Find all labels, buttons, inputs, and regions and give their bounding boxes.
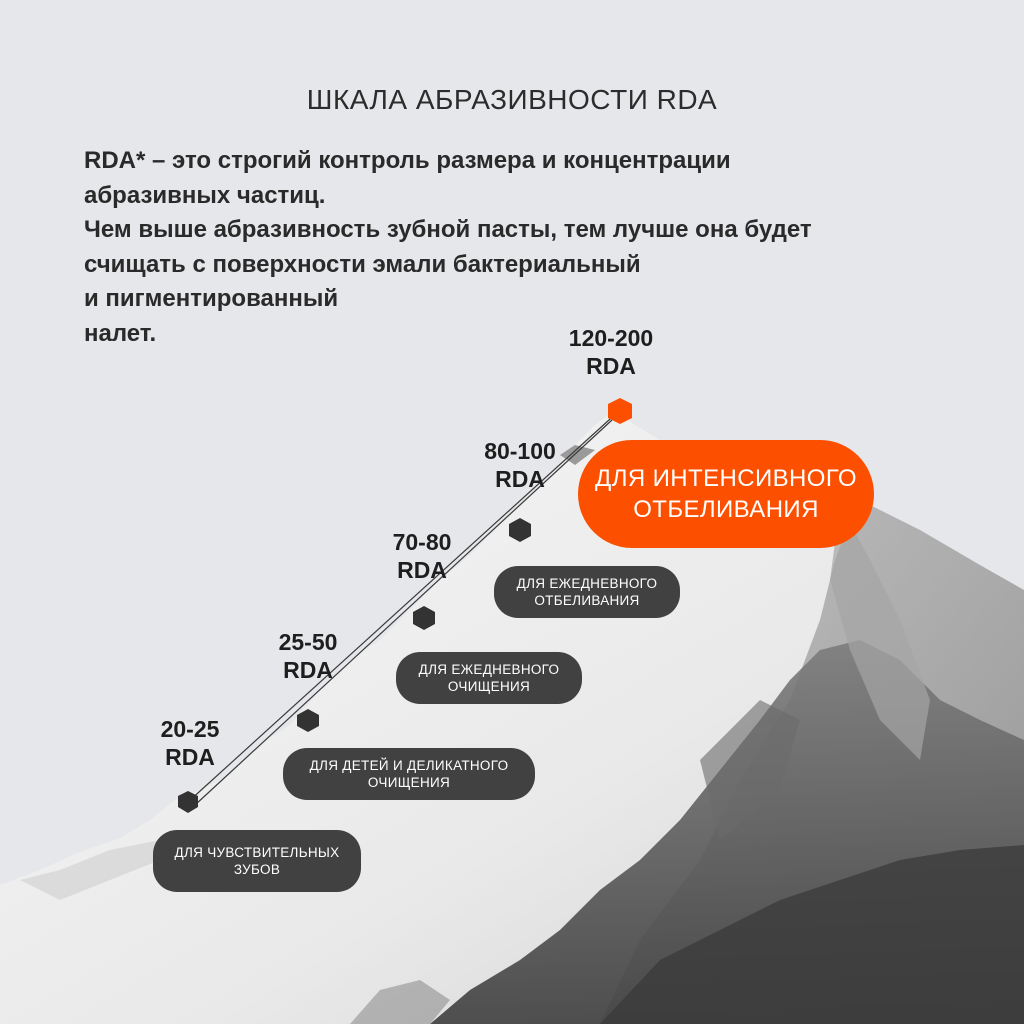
purpose-line: ДЛЯ ЕЖЕДНЕВНОГО <box>516 576 658 591</box>
description-line: Чем выше абразивность зубной пасты, тем лучше она будет <box>84 216 812 243</box>
level-range: 20-25 <box>160 716 220 742</box>
page-title: ШКАЛА АБРАЗИВНОСТИ RDA <box>306 84 718 115</box>
description-line: налет. <box>84 319 157 347</box>
purpose-line: ДЛЯ ЧУВСТВИТЕЛЬНЫХ <box>174 845 340 860</box>
purpose-line: ДЛЯ ИНТЕНСИВНОГО <box>595 465 857 492</box>
purpose-pill-children <box>283 748 535 800</box>
purpose-pill-sensitive <box>153 830 361 892</box>
level-range: 25-50 <box>278 629 338 655</box>
level-marker-20-25 <box>178 791 198 813</box>
purpose-line: ОЧИЩЕНИЯ <box>447 679 531 694</box>
purpose-line: ОЧИЩЕНИЯ <box>367 775 451 790</box>
description-line: абразивных частиц. <box>84 181 326 209</box>
level-unit: RDA <box>586 353 636 379</box>
level-unit: RDA <box>397 557 447 583</box>
level-unit: RDA <box>283 657 333 683</box>
purpose-line: ДЛЯ ЕЖЕДНЕВНОГО <box>418 662 560 677</box>
purpose-pill-daily-cleaning <box>396 652 582 704</box>
description-line: и пигментированный <box>84 285 339 312</box>
level-range: 80-100 <box>484 438 556 464</box>
purpose-line: ОТБЕЛИВАНИЯ <box>534 593 640 608</box>
level-range: 70-80 <box>392 529 452 555</box>
purpose-line: ДЛЯ ДЕТЕЙ И ДЕЛИКАТНОГО <box>309 758 509 773</box>
level-unit: RDA <box>495 466 545 492</box>
description-line: счищать с поверхности эмали бактериальный <box>84 250 641 278</box>
purpose-line: ОТБЕЛИВАНИЯ <box>633 496 819 523</box>
level-marker-80-100 <box>509 518 531 542</box>
level-label-120-200 <box>556 324 666 380</box>
purpose-line: ЗУБОВ <box>233 862 281 877</box>
purpose-pill-intensive-whitening <box>578 440 874 548</box>
level-range: 120-200 <box>568 325 654 351</box>
level-unit: RDA <box>165 744 215 770</box>
level-label-70-80 <box>382 528 462 584</box>
description-line: RDA* – это строгий контроль размера и концентрации <box>84 147 731 174</box>
level-label-25-50 <box>268 628 348 684</box>
level-marker-25-50 <box>297 709 319 732</box>
level-marker-70-80 <box>413 606 435 630</box>
level-label-20-25 <box>150 715 230 771</box>
level-label-80-100 <box>470 437 570 493</box>
purpose-pill-daily-whitening <box>494 566 680 618</box>
